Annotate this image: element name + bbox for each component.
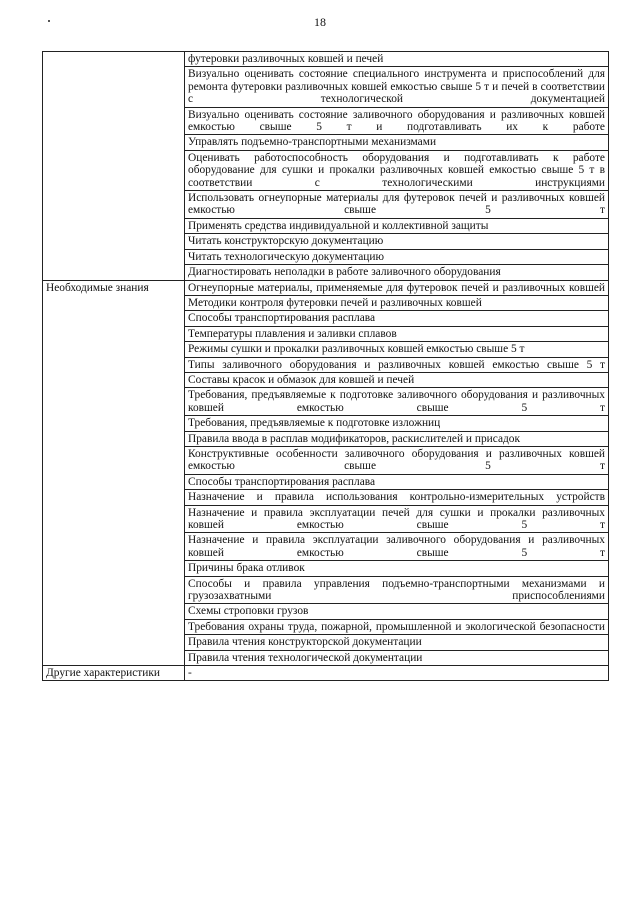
table-cell: Способы транспортирования расплава	[185, 311, 609, 326]
table-cell: Управлять подъемно-транспортными механизмами	[185, 135, 609, 150]
table-cell: Требования, предъявляемые к подготовке изложниц	[185, 416, 609, 431]
table-row	[43, 52, 609, 67]
scan-artifact	[48, 20, 50, 22]
table-row	[43, 280, 609, 295]
skills-label-cell	[43, 52, 185, 281]
table-cell: Диагностировать неполадки в работе заливочного оборудования	[185, 265, 609, 280]
other-characteristics-label: Другие характеристики	[43, 666, 185, 681]
table-cell: Назначение и правила использования контрольно-измерительных устройств	[185, 490, 609, 505]
table-row	[43, 666, 609, 681]
table-cell: Причины брака отливок	[185, 561, 609, 576]
table-cell: Составы красок и обмазок для ковшей и печей	[185, 372, 609, 387]
table-cell: Температуры плавления и заливки сплавов	[185, 326, 609, 341]
table-cell: Использовать огнеупорные материалы для футеровок печей и разливочных ковшей емкостью свыше 5 т	[185, 191, 609, 219]
knowledge-label: Необходимые знания	[43, 280, 185, 666]
table-cell: Читать технологическую документацию	[185, 249, 609, 264]
table-cell: Правила чтения конструкторской документации	[185, 635, 609, 650]
table-cell: Методики контроля футеровки печей и разливочных ковшей	[185, 295, 609, 310]
table-cell: Огнеупорные материалы, применяемые для футеровок печей и разливочных ковшей	[185, 280, 609, 295]
table-cell: Назначение и правила эксплуатации заливочного оборудования и разливочных ковшей емкостью свыше 5 т	[185, 533, 609, 561]
table-cell: Визуально оценивать состояние специального инструмента и приспособлений для ремонта футеровки разливочных ковшей емкостью свыше 5 т и печей в соответствии с технологической документацией	[185, 67, 609, 107]
table-cell: Способы транспортирования расплава	[185, 474, 609, 489]
table-cell: Оценивать работоспособность оборудования и подготавливать к работе оборудование для сушки и прокалки разливочных ковшей емкостью свыше 5 т в соответствии с технологическими инструкциями	[185, 150, 609, 190]
table-cell: Читать конструкторскую документацию	[185, 234, 609, 249]
page-number: 18	[314, 15, 326, 29]
table-cell: Схемы строповки грузов	[185, 604, 609, 619]
table-cell: Назначение и правила эксплуатации печей для сушки и прокалки разливочных ковшей емкостью свыше 5 т	[185, 505, 609, 533]
requirements-table	[42, 51, 609, 681]
table-cell: Типы заливочного оборудования и разливочных ковшей емкостью свыше 5 т	[185, 357, 609, 372]
table-cell: Конструктивные особенности заливочного оборудования и разливочных ковшей емкостью свыше 5 т	[185, 446, 609, 474]
table-cell: Визуально оценивать состояние заливочного оборудования и разливочных ковшей емкостью свыше 5 т и подготавливать их к работе	[185, 107, 609, 135]
other-characteristics-value: -	[185, 666, 609, 681]
table-cell: футеровки разливочных ковшей и печей	[185, 52, 609, 67]
table-cell: Правила чтения технологической документации	[185, 650, 609, 665]
table-cell: Применять средства индивидуальной и коллективной защиты	[185, 218, 609, 233]
table-cell: Способы и правила управления подъемно-транспортными механизмами и грузозахватными приспособлениями	[185, 576, 609, 604]
table-cell: Режимы сушки и прокалки разливочных ковшей емкостью свыше 5 т	[185, 342, 609, 357]
table-cell: Правила ввода в расплав модификаторов, раскислителей и присадок	[185, 431, 609, 446]
table-cell: Требования, предъявляемые к подготовке заливочного оборудования и разливочных ковшей емкостью свыше 5 т	[185, 388, 609, 416]
table-cell: Требования охраны труда, пожарной, промышленной и экологической безопасности	[185, 619, 609, 634]
